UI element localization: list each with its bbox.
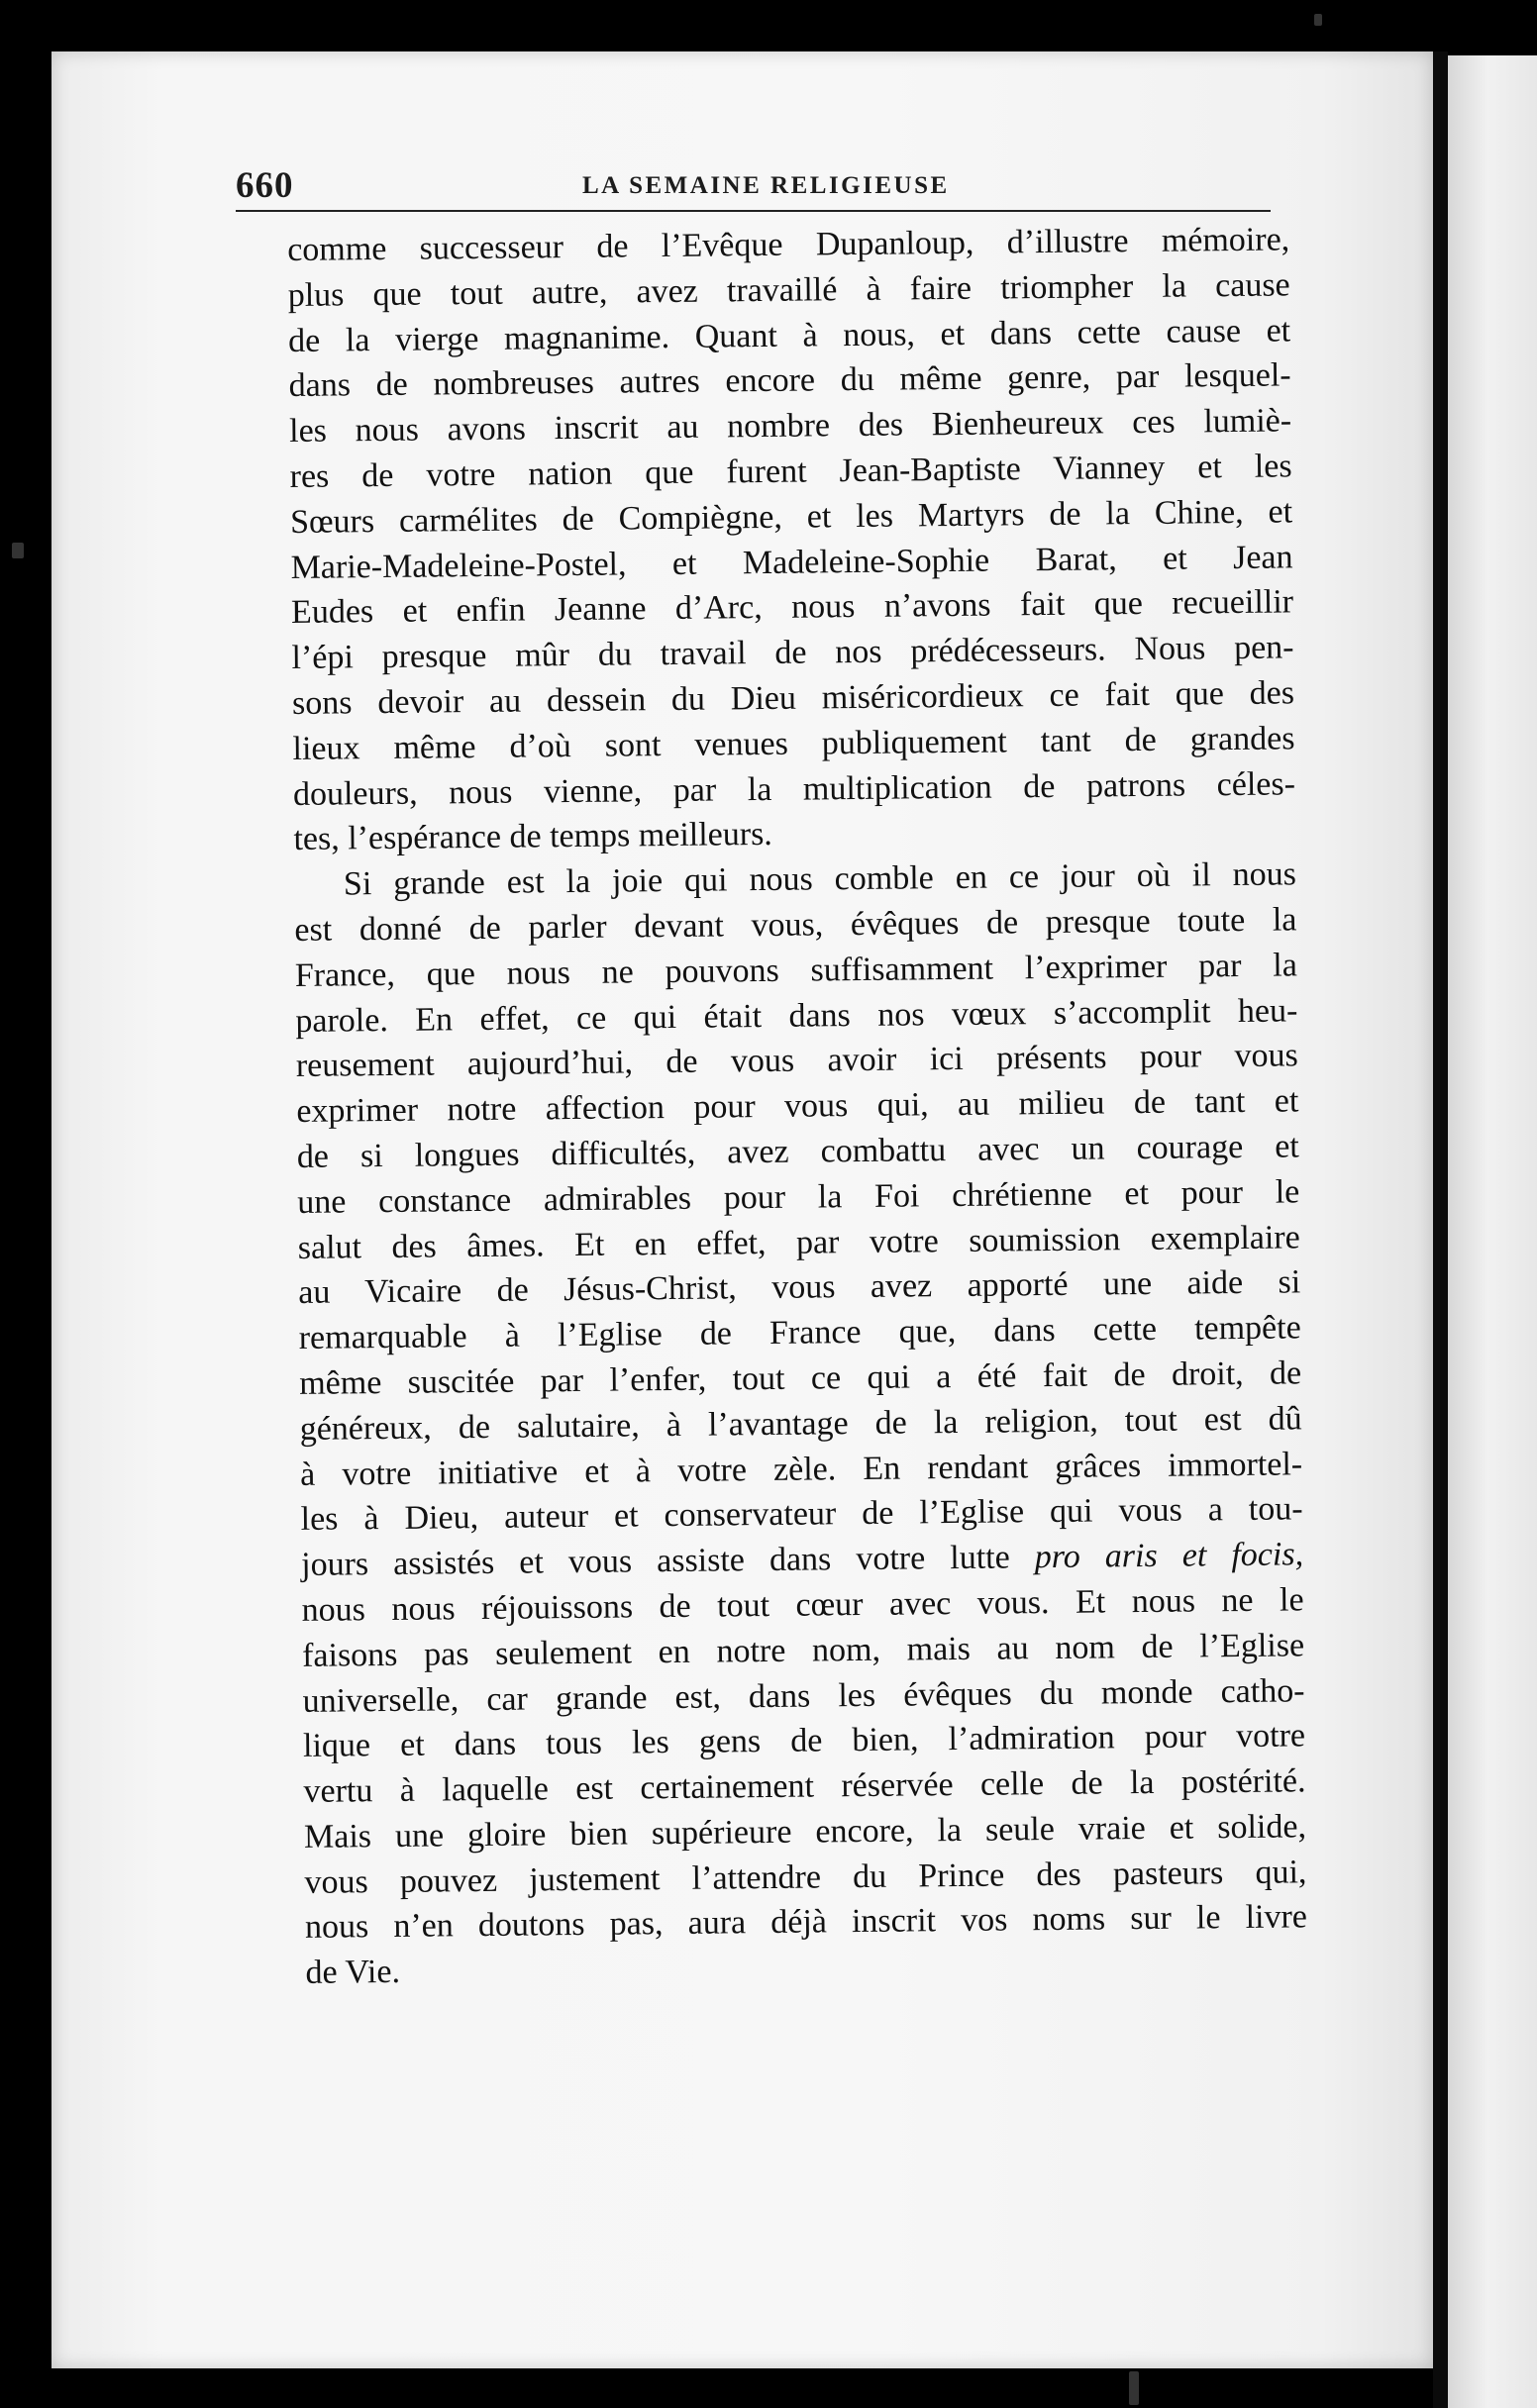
italic-phrase: pro aris et focis,: [1034, 1536, 1304, 1576]
text-line: les nous avons inscrit au nombre des Bienheureux ces lumiè-: [288, 402, 1292, 451]
text-line: au Vicaire de Jésus-Christ, vous avez apporté une aide si: [298, 1263, 1301, 1312]
text-line: exprimer notre affection pour vous qui, au milieu de tant et: [296, 1082, 1299, 1131]
text-line: plus que tout autre, avez travaillé à faire triompher la cause: [287, 266, 1290, 314]
text-line: faisons pas seulement en notre nom, mais au nom de l’Eglise: [301, 1627, 1305, 1674]
text-line: Marie-Madeleine-Postel, et Madeleine-Sophie Barat, et Jean: [290, 538, 1293, 586]
text-line: France, que nous ne pouvons suffisamment l’exprimer par la: [294, 947, 1298, 994]
scan-speck: [12, 543, 24, 558]
text-line: l’épi presque mûr du travail de nos prédécesseurs. Nous pen-: [291, 629, 1294, 677]
journal-title: LA SEMAINE RELIGIEUSE: [582, 172, 950, 199]
text-line: est donné de parler devant vous, évêques de presque toute la: [294, 901, 1297, 949]
text-line: dans de nombreuses autres encore du même genre, par lesquel-: [288, 356, 1291, 405]
body-text: [287, 217, 1308, 1996]
text-line: salut des âmes. Et en effet, par votre soumission exemplaire: [297, 1218, 1300, 1266]
text-line: universelle, car grande est, dans les évêques du monde catho-: [302, 1671, 1305, 1720]
paragraph: [287, 217, 1296, 862]
text-line: à votre initiative et à votre zèle. En rendant grâces immortel-: [299, 1445, 1303, 1493]
text-segment: jours assistés et vous assiste dans votre lutte: [300, 1539, 1035, 1584]
text-line: res de votre nation que furent Jean-Baptiste Vianney et les: [289, 448, 1292, 495]
text-line: lique et dans tous les gens de bien, l’admiration pour votre: [302, 1717, 1306, 1765]
text-line: de Vie.: [305, 1954, 401, 1992]
page-number: 660: [236, 165, 294, 206]
text-line: les à Dieu, auteur et conservateur de l’Eglise qui vous a tou-: [300, 1490, 1303, 1539]
text-line: Eudes et enfin Jeanne d’Arc, nous n’avons fait que recueillir: [290, 583, 1294, 632]
running-head: [236, 158, 1271, 212]
text-line: tes, l’espérance de temps meilleurs.: [293, 816, 773, 858]
adjacent-page-edge: [1448, 55, 1537, 2408]
text-line: nous n’en doutons pas, aura déjà inscrit vos noms sur le livre: [304, 1898, 1308, 1947]
text-line: vertu à laquelle est certainement réservée celle de la postérité.: [303, 1762, 1306, 1811]
text-line: remarquable à l’Eglise de France que, dans cette tempête: [298, 1309, 1301, 1357]
text-line: parole. En effet, ce qui était dans nos vœux s’accomplit heu-: [295, 991, 1298, 1040]
text-line: douleurs, nous vienne, par la multiplication de patrons céles-: [292, 764, 1296, 813]
page-gutter: [1433, 51, 1448, 2408]
text-line: de si longues difficultés, avez combattu avec un courage et: [296, 1128, 1299, 1175]
paragraph: [294, 853, 1308, 1996]
text-line: une constance admirables pour la Foi chrétienne et pour le: [297, 1173, 1300, 1221]
scan-speck: [1314, 14, 1322, 26]
text-line: Sœurs carmélites de Compiègne, et les Martyrs de la Chine, et: [289, 493, 1293, 541]
text-line: Mais une gloire bien supérieure encore, la seule vraie et solide,: [303, 1808, 1307, 1856]
text-line: lieux même d’où sont venues publiquement tant de grandes: [292, 720, 1295, 767]
text-line: de la vierge magnanime. Quant à nous, et dans cette cause et: [288, 311, 1291, 359]
text-line: même suscitée par l’enfer, tout ce qui a été fait de droit, de: [299, 1354, 1302, 1402]
text-line: vous pouvez justement l’attendre du Prince des pasteurs qui,: [304, 1853, 1307, 1901]
text-line: Si grande est la joie qui nous comble en ce jour où il nous: [343, 855, 1297, 903]
scan-speck: [1129, 2371, 1139, 2405]
text-line: généreux, de salutaire, à l’avantage de la religion, tout est dû: [299, 1400, 1302, 1448]
text-line: comme successeur de l’Evêque Dupanloup, d’illustre mémoire,: [287, 221, 1290, 268]
text-line: nous nous réjouissons de tout cœur avec vous. Et nous ne le: [301, 1581, 1304, 1629]
text-line: reusement aujourd’hui, de vous avoir ici présents pour vous: [295, 1037, 1299, 1085]
text-line: sons devoir au dessein du Dieu miséricordieux ce fait que des: [291, 674, 1295, 722]
